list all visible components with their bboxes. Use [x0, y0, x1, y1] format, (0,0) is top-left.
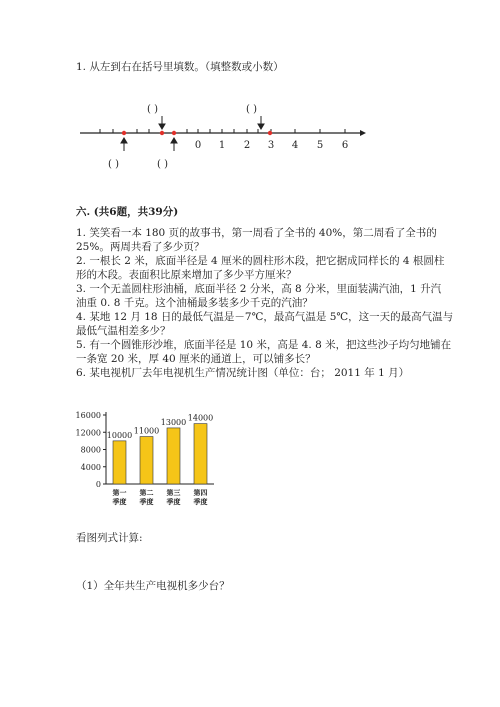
bar	[194, 424, 207, 484]
question-line: 形的木段。表面积比原来增加了多少平方厘米？	[76, 269, 297, 281]
blank-paren-bottom-2: ( )	[157, 159, 168, 170]
chart-instruction: 看图列式计算:	[76, 532, 143, 544]
question-line: 一条宽 20 米，厚 40 厘米的通道上，可以铺多长？	[76, 353, 316, 365]
question-line: 3. 一个无盖圆柱形油桶，底面半径 2 分米，高 8 分米，里面装满汽油，1 升汽	[76, 283, 442, 295]
tick-label-3: 3	[267, 140, 275, 151]
category-label: 季度	[112, 497, 127, 506]
tick-label-1: 1	[218, 140, 226, 151]
bar-value-label: 11000	[133, 426, 160, 436]
category-label: 季度	[166, 497, 181, 506]
tick-label-2: 2	[243, 140, 251, 151]
tick-label-6: 6	[341, 140, 349, 151]
tick-label-4: 4	[291, 140, 299, 151]
question-1-text: 1. 从左到右在括号里填数。（填整数或小数）	[76, 61, 284, 73]
y-tick-label: 12000	[75, 428, 101, 438]
question-line: 25%。两周共看了多少页？	[76, 241, 205, 253]
section-6-title: 六. (共6题，共39分)	[76, 206, 179, 218]
y-tick-label: 16000	[75, 411, 101, 420]
category-label: 季度	[139, 497, 154, 506]
category-label: 季度	[193, 497, 208, 506]
blank-paren-bottom-1: ( )	[108, 159, 119, 170]
bar	[167, 428, 180, 484]
bar-value-label: 10000	[106, 430, 133, 440]
y-tick-label: 8000	[80, 445, 101, 455]
category-label: 第三	[166, 488, 181, 497]
y-tick-label: 4000	[80, 462, 101, 472]
bar	[113, 441, 126, 484]
question-line: 油重 0. 8 千克。这个油桶最多装多少千克的汽油？	[76, 297, 313, 309]
question-line: 1. 笑笑看一本 180 页的故事书，第一周看了全书的 40%，第二周看了全书的	[76, 227, 437, 239]
question-line: 5. 有一个圆锥形沙堆，底面半径是 10 米，高是 4. 8 米，把这些沙子均匀地铺在	[76, 339, 452, 351]
category-label: 第四	[193, 488, 208, 497]
tick-label-5: 5	[316, 140, 324, 151]
sub-question-1: （1）全年共生产电视机多少台？	[76, 580, 230, 592]
tick-label-0: 0	[194, 140, 202, 151]
blank-paren-top-1: ( )	[147, 104, 158, 115]
question-line: 6. 某电视机厂去年电视机生产情况统计图（单位：台； 2011 年 1 月）	[76, 367, 410, 379]
bar-value-label: 13000	[160, 417, 187, 427]
question-line: 4. 某地 12 月 18 日的最低气温是－7℃，最高气温是 5℃，这一天的最高气温与	[76, 311, 454, 323]
bar-value-label: 14000	[187, 413, 214, 423]
question-line: 最低气温相差多少？	[76, 325, 171, 337]
question-line: 2. 一根长 2 米，底面半径是 4 厘米的圆柱形木段，把它据成同样长的 4 根圆柱	[76, 255, 445, 267]
bar	[140, 437, 153, 484]
category-label: 第一	[112, 488, 127, 497]
blank-paren-top-2: ( )	[246, 104, 257, 115]
y-tick-label: 0	[95, 480, 101, 489]
category-label: 第二	[139, 488, 154, 497]
